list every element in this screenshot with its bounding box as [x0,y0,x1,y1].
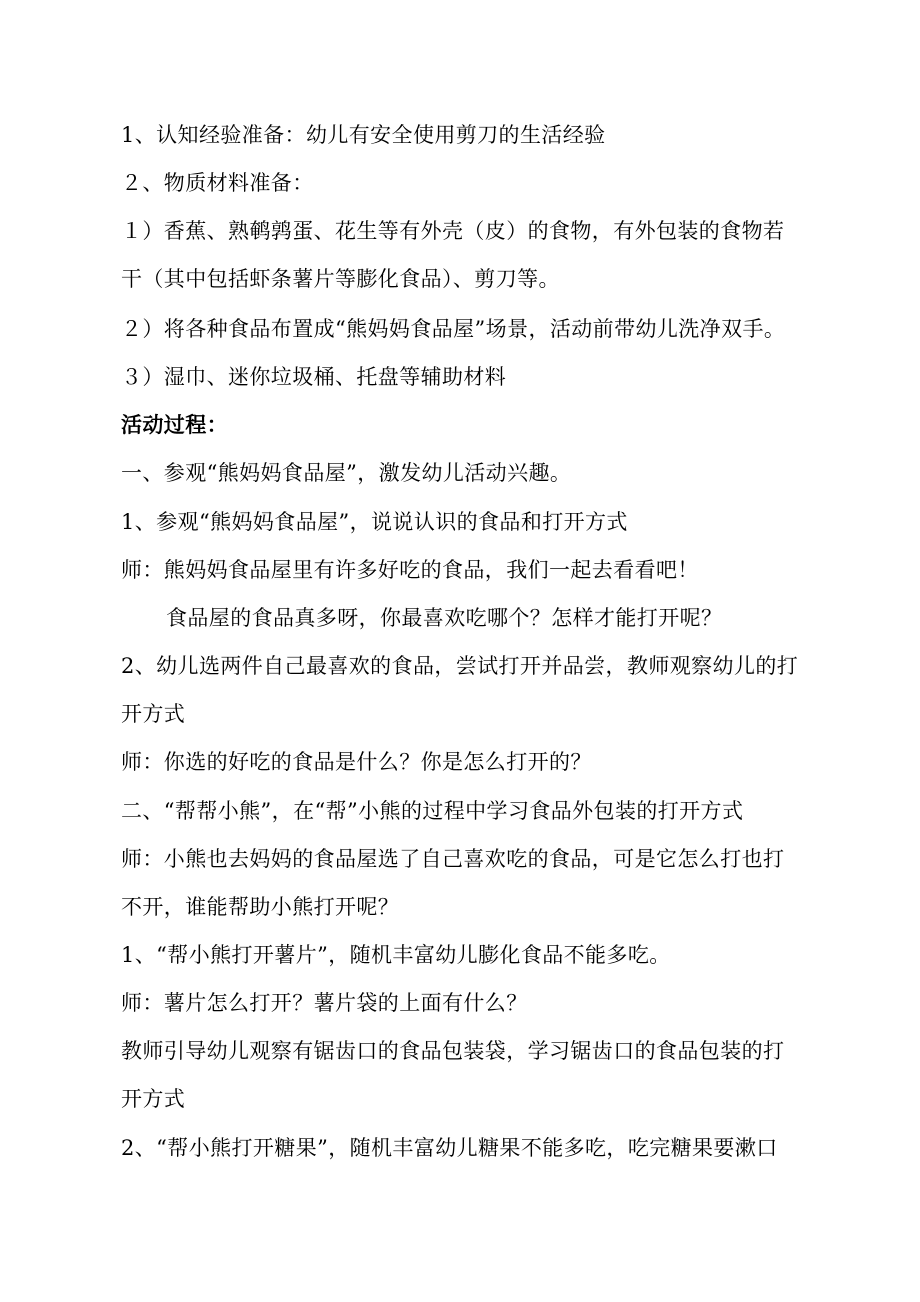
step-two-sub-2: 2、“帮小熊打开糖果”，随机丰富幼儿糖果不能多吃，吃完糖果要漱口 [121,1136,778,1160]
materials-item-3: ３）湿巾、迷你垃圾桶、托盘等辅助材料 [121,365,507,389]
materials-item-1: １）香蕉、熟鹌鹑蛋、花生等有外壳（皮）的食物，有外包装的食物若 [121,219,785,243]
teacher-line-2: 师：你选的好吃的食品是什么？你是怎么打开的？ [121,750,592,774]
teacher-line-1-cont: 食品屋的食品真多呀，你最喜欢吃哪个？怎样才能打开呢？ [166,606,723,630]
prep-materials-heading: ２、物质材料准备： [121,171,314,195]
materials-item-1-cont: 干（其中包括虾条薯片等膨化食品）、剪刀等。 [121,267,560,291]
teacher-line-1: 师：熊妈妈食品屋里有许多好吃的食品，我们一起去看看吧！ [121,558,699,582]
step-one-sub-1: 1、参观“熊妈妈食品屋”，说说认识的食品和打开方式 [121,510,628,534]
teacher-guide-cont: 开方式 [121,1087,186,1111]
teacher-guide: 教师引导幼儿观察有锯齿口的食品包装袋，学习锯齿口的食品包装的打 [121,1039,785,1063]
step-one-sub-2: 2、幼儿选两件自己最喜欢的食品，尝试打开并品尝，教师观察幼儿的打 [121,654,799,678]
step-one-sub-2-cont: 开方式 [121,702,186,726]
teacher-line-3: 师：小熊也去妈妈的食品屋选了自己喜欢吃的食品，可是它怎么打也打 [121,847,785,871]
prep-cognitive: 1、认知经验准备：幼儿有安全使用剪刀的生活经验 [121,123,606,147]
materials-item-2: ２）将各种食品布置成“熊妈妈食品屋”场景，活动前带幼儿洗净双手。 [121,317,786,341]
step-two-heading: 二、“帮帮小熊”，在“帮”小熊的过程中学习食品外包装的打开方式 [121,799,744,823]
teacher-line-3-cont: 不开，谁能帮助小熊打开呢？ [121,895,400,919]
step-one-heading: 一、参观“熊妈妈食品屋”，激发幼儿活动兴趣。 [121,461,572,485]
step-two-sub-1: 1、“帮小熊打开薯片”，随机丰富幼儿膨化食品不能多吃。 [121,943,671,967]
teacher-line-4: 师：薯片怎么打开？薯片袋的上面有什么？ [121,991,528,1015]
section-heading-process: 活动过程： [121,413,228,437]
